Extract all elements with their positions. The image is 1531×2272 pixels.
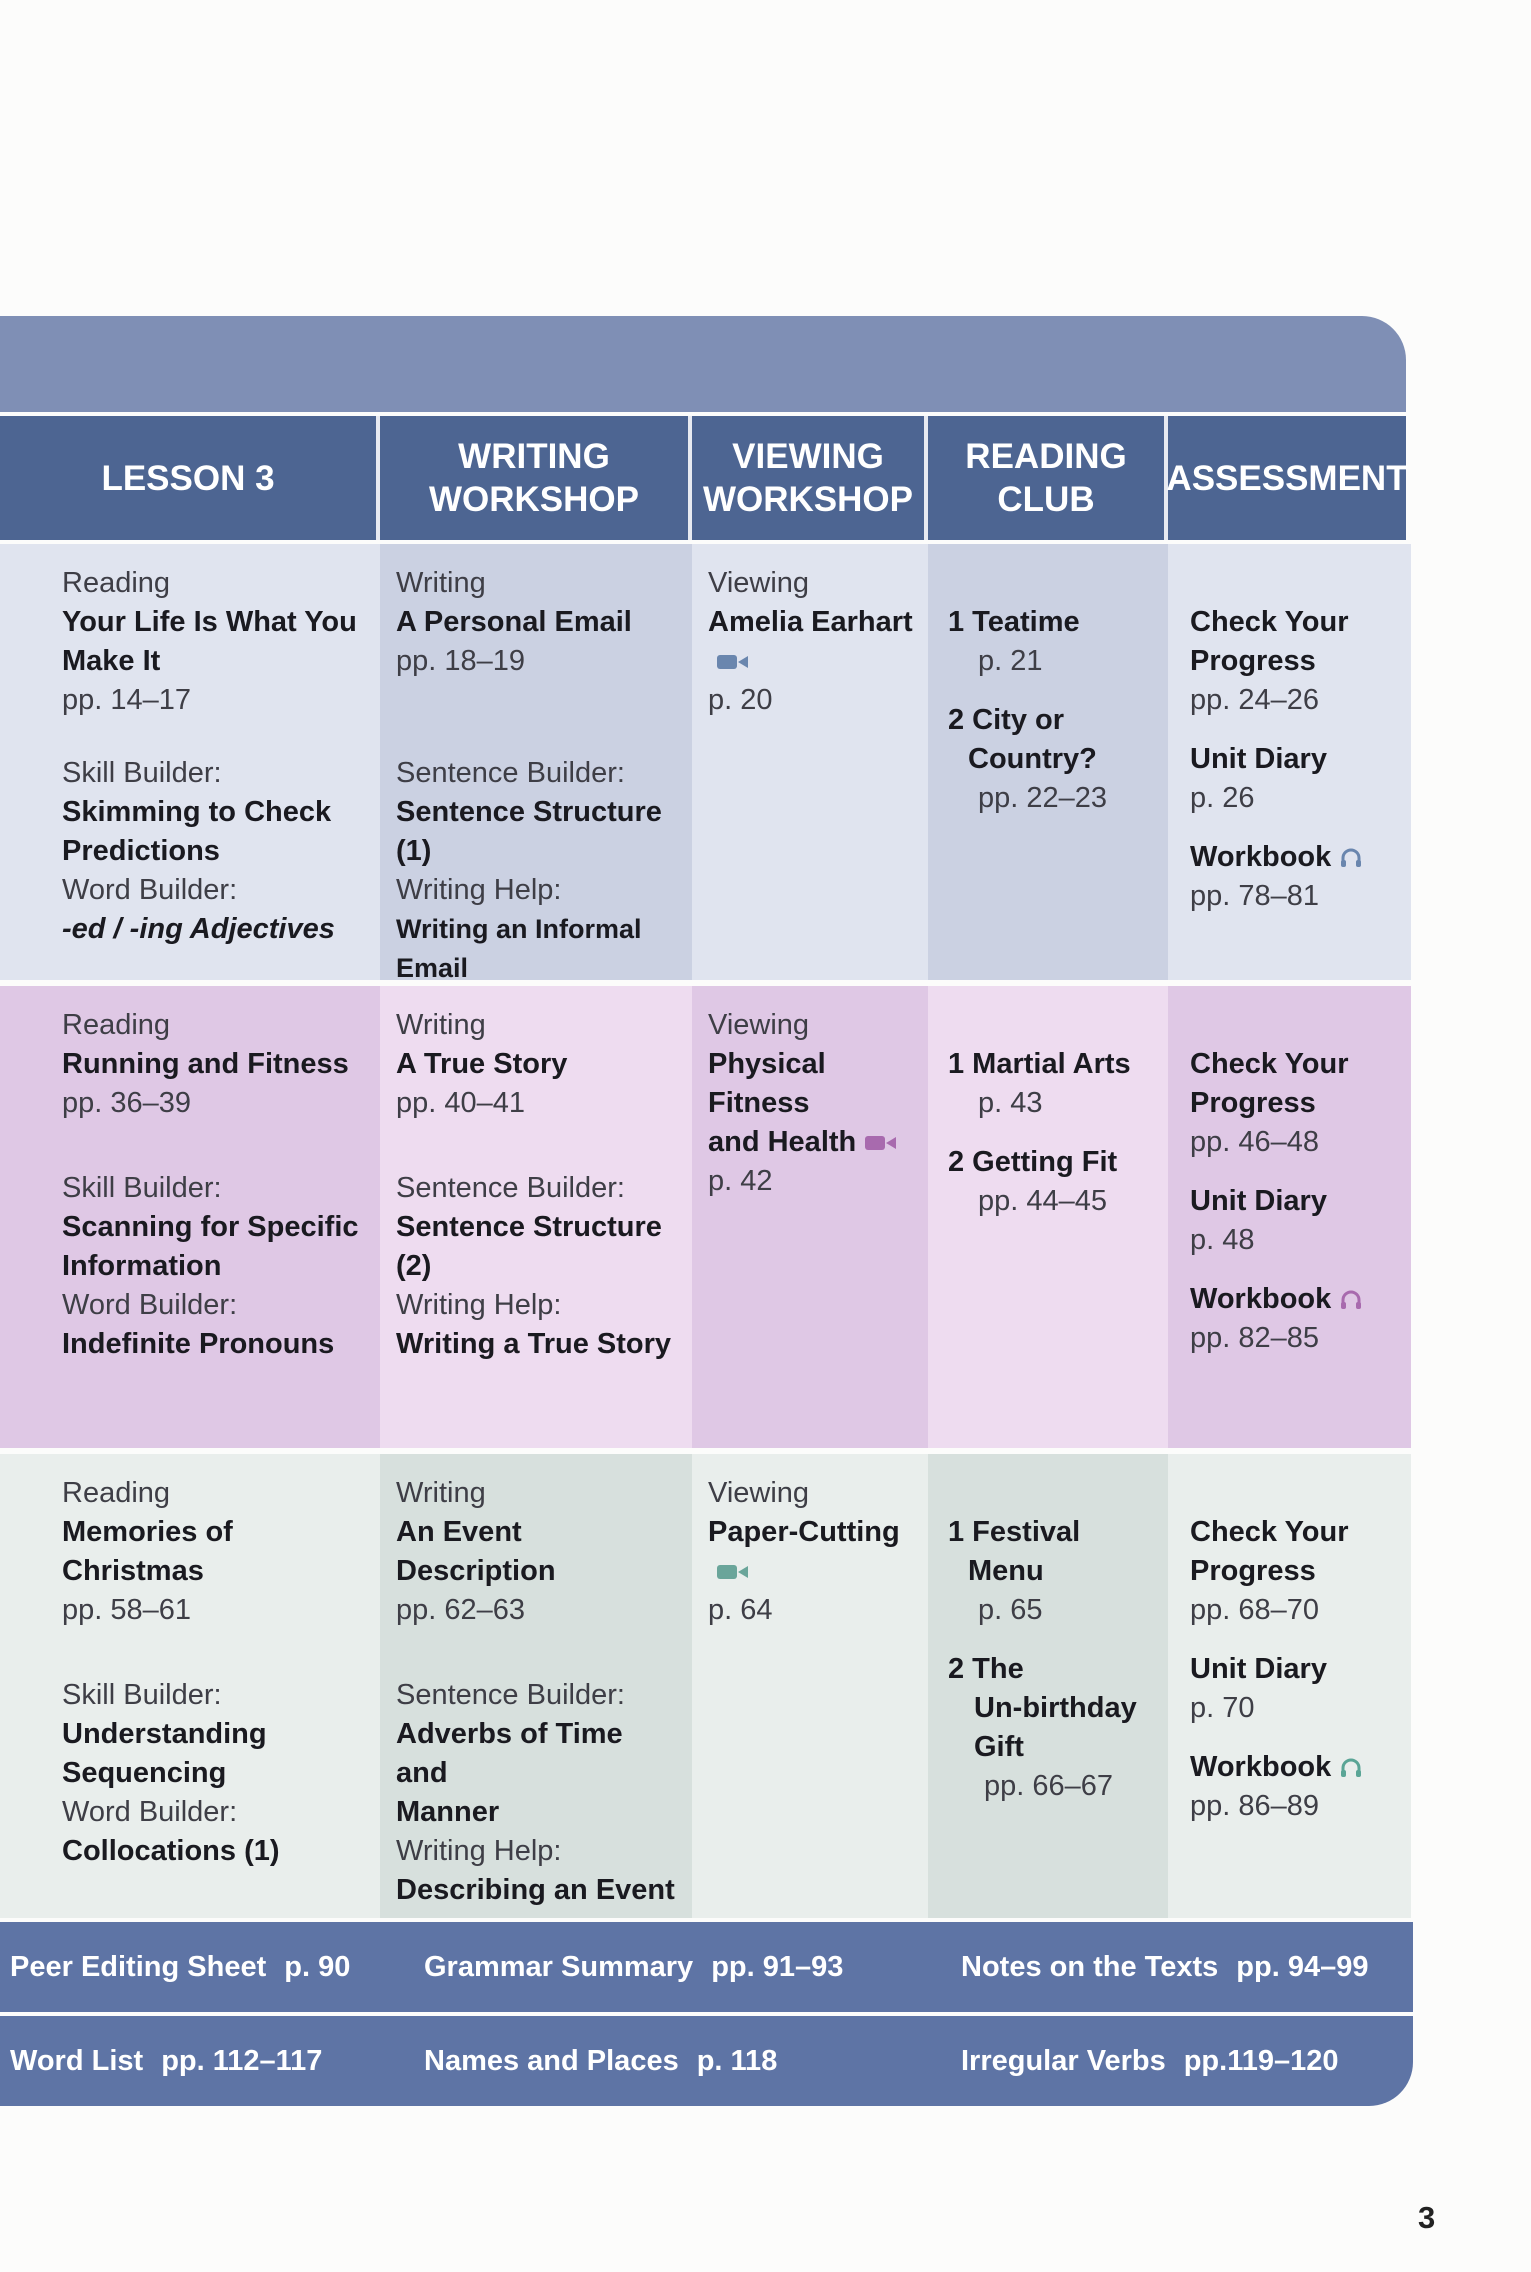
skill-builder-label: Skill Builder: [62, 1172, 222, 1204]
footer-notes-label: Notes on the Texts [961, 1950, 1219, 1983]
skill-builder-label: Skill Builder: [62, 1679, 222, 1711]
check-progress-title: Check Your [1190, 1516, 1349, 1548]
headphones-icon [1339, 1288, 1363, 1312]
club-story-title: 2 Getting Fit [948, 1146, 1118, 1178]
viewing-label: Viewing [708, 567, 810, 599]
viewing-label: Viewing [708, 1477, 810, 1509]
writing-help-label: Writing Help: [396, 1835, 562, 1867]
reading-label: Reading [62, 1477, 171, 1509]
table-row [0, 986, 1411, 1448]
skill-builder-text-cont: Sequencing [62, 1757, 227, 1789]
check-progress-title-cont: Progress [1190, 1087, 1316, 1119]
check-progress-title: Check Your [1190, 1048, 1349, 1080]
sentence-builder-text-cont: Manner [396, 1796, 500, 1828]
footer-bar-2 [0, 2016, 1413, 2106]
headphones-icon [1339, 846, 1363, 870]
reading-pages: pp. 36–39 [62, 1087, 192, 1119]
header-reading-line1: READING [965, 437, 1127, 476]
footer-peer-pages: p. 90 [284, 1950, 351, 1983]
check-progress-pages: pp. 46–48 [1190, 1126, 1320, 1158]
sentence-builder-text: Sentence Structure (1) [396, 796, 662, 867]
footer-names-label: Names and Places [424, 2044, 679, 2077]
writing-pages: pp. 18–19 [396, 645, 526, 677]
footer-word-list [10, 2045, 322, 2078]
viewing-pages: p. 42 [708, 1165, 773, 1197]
sentence-builder-text: Sentence Structure (2) [396, 1211, 662, 1282]
writing-title: A Personal Email [396, 606, 632, 638]
footer-word-pages: pp. 112–117 [161, 2044, 323, 2077]
club-story-title-cont: Menu [968, 1555, 1044, 1587]
check-progress-title-cont: Progress [1190, 1555, 1316, 1587]
viewing-cell [692, 986, 928, 1448]
footer-irregular-pages: pp.119–120 [1183, 2044, 1339, 2077]
writing-pages: pp. 40–41 [396, 1087, 526, 1119]
reading-title: Running and Fitness [62, 1048, 349, 1080]
writing-help-text: Describing an Event [396, 1874, 675, 1906]
footer-grammar-pages: pp. 91–93 [711, 1950, 844, 1983]
check-progress-title-cont: Progress [1190, 645, 1316, 677]
assessment-cell [1168, 544, 1411, 980]
footer-grammar-label: Grammar Summary [424, 1950, 694, 1983]
header-writing-line2: WORKSHOP [429, 480, 639, 519]
club-story-title: 1 Martial Arts [948, 1048, 1131, 1080]
reading-club-cell [928, 1454, 1168, 1918]
club-story-title-cont: Country? [968, 743, 1097, 775]
footer-names-pages: p. 118 [696, 2044, 778, 2077]
club-story-pages: p. 43 [978, 1087, 1043, 1119]
reading-cell [0, 1454, 380, 1918]
club-story-title-cont: Un-birthday [974, 1692, 1137, 1724]
title-band [0, 316, 1406, 412]
writing-help-text: Writing a True Story [396, 1328, 672, 1360]
footer-irregular-label: Irregular Verbs [961, 2044, 1166, 2077]
word-builder-label: Word Builder: [62, 874, 238, 906]
word-builder-text: Collocations (1) [62, 1835, 280, 1867]
writing-help-label: Writing Help: [396, 1289, 562, 1321]
word-builder-text: Indefinite Pronouns [62, 1328, 335, 1360]
assessment-cell [1168, 986, 1411, 1448]
header-reading-line2: CLUB [997, 480, 1095, 519]
unit-diary-pages: p. 70 [1190, 1692, 1255, 1724]
writing-title: An Event Description [396, 1516, 556, 1587]
check-progress-title: Check Your [1190, 606, 1349, 638]
writing-label: Writing [396, 567, 486, 599]
footer-notes-pages: pp. 94–99 [1236, 1950, 1369, 1983]
reading-title: Memories of Christmas [62, 1516, 233, 1587]
writing-cell [380, 986, 692, 1448]
video-camera-icon [716, 651, 752, 673]
table-row [0, 1454, 1411, 1918]
viewing-pages: p. 20 [708, 684, 773, 716]
unit-diary-title: Unit Diary [1190, 743, 1327, 775]
club-story-title-cont: Gift [974, 1731, 1024, 1763]
header-reading-club [928, 416, 1168, 540]
header-viewing-line2: WORKSHOP [703, 480, 913, 519]
footer-grammar-summary [424, 1951, 843, 1984]
table-header [0, 416, 1406, 540]
page-number: 3 [1418, 2200, 1436, 2235]
reading-cell [0, 986, 380, 1448]
video-camera-icon [864, 1132, 900, 1154]
footer-names-places [424, 2045, 777, 2078]
unit-diary-title: Unit Diary [1190, 1653, 1327, 1685]
sentence-builder-label: Sentence Builder: [396, 1679, 625, 1711]
header-viewing-line1: VIEWING [732, 437, 884, 476]
assessment-cell [1168, 1454, 1411, 1918]
word-builder-label: Word Builder: [62, 1289, 238, 1321]
writing-help-text: Writing an Informal Email [396, 914, 642, 983]
skill-builder-text: Skimming to Check [62, 796, 332, 828]
club-story-title: 2 City or [948, 704, 1065, 736]
word-builder-text: -ed / -ing Adjectives [62, 913, 335, 945]
header-writing [380, 416, 692, 540]
unit-diary-title: Unit Diary [1190, 1185, 1327, 1217]
header-writing-line1: WRITING [458, 437, 610, 476]
sentence-builder-text: Adverbs of Time and [396, 1718, 623, 1789]
club-story-title: 1 Teatime [948, 606, 1080, 638]
unit-diary-pages: p. 48 [1190, 1224, 1255, 1256]
viewing-title: Paper-Cutting [708, 1516, 900, 1548]
writing-label: Writing [396, 1477, 486, 1509]
skill-builder-text: Understanding [62, 1718, 267, 1750]
footer-irregular-verbs [961, 2045, 1339, 2078]
workbook-pages: pp. 78–81 [1190, 880, 1320, 912]
writing-label: Writing [396, 1009, 486, 1041]
headphones-icon [1339, 1756, 1363, 1780]
reading-label: Reading [62, 567, 171, 599]
viewing-pages: p. 64 [708, 1594, 773, 1626]
club-story-pages: p. 21 [978, 645, 1043, 677]
viewing-title: Amelia Earhart [708, 606, 913, 638]
reading-pages: pp. 14–17 [62, 684, 192, 716]
skill-builder-label: Skill Builder: [62, 757, 222, 789]
skill-builder-text-cont: Predictions [62, 835, 220, 867]
club-story-pages: pp. 66–67 [984, 1770, 1114, 1802]
club-story-pages: pp. 22–23 [978, 782, 1108, 814]
header-lesson-label: LESSON 3 [101, 458, 275, 498]
reading-label: Reading [62, 1009, 171, 1041]
header-assessment-label: ASSESSMENT [1166, 458, 1408, 498]
writing-pages: pp. 62–63 [396, 1594, 526, 1626]
footer-notes-texts [961, 1951, 1368, 1984]
workbook-pages: pp. 86–89 [1190, 1790, 1320, 1822]
check-progress-pages: pp. 24–26 [1190, 684, 1320, 716]
video-camera-icon [716, 1561, 752, 1583]
viewing-title-cont: and Health [708, 1126, 857, 1158]
unit-diary-pages: p. 26 [1190, 782, 1255, 814]
workbook-title: Workbook [1190, 1283, 1332, 1315]
club-story-pages: p. 65 [978, 1594, 1043, 1626]
table-row [0, 544, 1411, 983]
footer-word-label: Word List [10, 2044, 144, 2077]
club-story-title: 2 The [948, 1653, 1024, 1685]
header-assessment [1168, 416, 1406, 540]
writing-help-label: Writing Help: [396, 874, 562, 906]
workbook-pages: pp. 82–85 [1190, 1322, 1320, 1354]
club-story-title: 1 Festival [948, 1516, 1081, 1548]
header-viewing [692, 416, 928, 540]
writing-cell [380, 544, 692, 983]
viewing-label: Viewing [708, 1009, 810, 1041]
check-progress-pages: pp. 68–70 [1190, 1594, 1320, 1626]
sentence-builder-label: Sentence Builder: [396, 1172, 625, 1204]
footer-peer-label: Peer Editing Sheet [10, 1950, 267, 1983]
reading-club-cell [928, 544, 1168, 980]
writing-title: A True Story [396, 1048, 568, 1080]
skill-builder-text: Scanning for Specific [62, 1211, 359, 1243]
writing-cell [380, 1454, 692, 1918]
skill-builder-text-cont: Information [62, 1250, 222, 1282]
sentence-builder-label: Sentence Builder: [396, 757, 625, 789]
workbook-title: Workbook [1190, 841, 1332, 873]
reading-title: Your Life Is What You [62, 606, 357, 638]
workbook-title: Workbook [1190, 1751, 1332, 1783]
word-builder-label: Word Builder: [62, 1796, 238, 1828]
footer-bar-1 [0, 1922, 1413, 2012]
viewing-cell [692, 544, 928, 980]
viewing-cell [692, 1454, 928, 1918]
footer-peer-editing [10, 1951, 350, 1984]
club-story-pages: pp. 44–45 [978, 1185, 1108, 1217]
reading-pages: pp. 58–61 [62, 1594, 192, 1626]
viewing-title: Physical Fitness [708, 1048, 826, 1119]
reading-title-cont: Make It [62, 645, 161, 677]
reading-club-cell [928, 986, 1168, 1448]
header-lesson [0, 416, 380, 540]
reading-cell [0, 544, 380, 980]
